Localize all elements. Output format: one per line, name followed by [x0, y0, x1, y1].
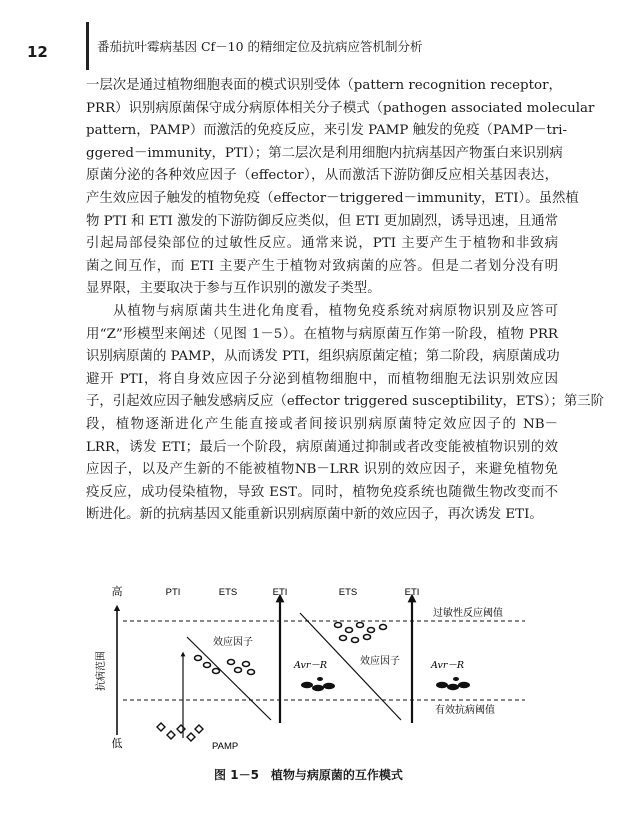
text-line: 子，引起效应因子触发感病反应（effector triggered susceptibility，ETS）；第三阶	[86, 394, 605, 410]
body-text	[86, 75, 605, 527]
y-axis-high-label: 高	[111, 585, 123, 598]
effector-label: 效应因子	[360, 656, 400, 667]
avr-r-complex	[301, 677, 335, 691]
effector-label: 效应因子	[213, 637, 253, 648]
text-line: pattern，PAMP）而激活的免疫反应，来引发 PAMP 触发的免疫（PAMP－tri-	[86, 123, 568, 139]
zigzag-model-figure	[95, 575, 525, 760]
paragraph-1	[86, 75, 595, 301]
avr-r-complex	[436, 677, 470, 690]
text-line: ggered－immunity，PTI）；第二层次是利用细胞内抗病基因产物蛋白来识别病	[86, 145, 563, 161]
text-line: 原菌分泌的各种效应因子（effector），从而激活下游防御反应相关基因表达，	[86, 168, 558, 184]
text-line: 从植物与病原菌共生进化角度看，植物免疫系统对病原物识别及应答可	[113, 303, 558, 319]
text-line: 用“Z”形模型来阐述（见图 1－5）。在植物与病原菌互作第一阶段，植物 PRR	[86, 326, 558, 342]
phase-label: ETI	[404, 587, 420, 598]
phase-label: PTI	[165, 587, 181, 598]
header-rule	[86, 22, 89, 70]
avr-r-label: Avr－R	[294, 660, 328, 671]
text-line: LRR，诱发 ETI；最后一个阶段，病原菌通过抑制或者改变能被植物识别的效	[86, 439, 558, 455]
text-line: 菌之间互作，而 ETI 主要产生于植物对致病菌的应答。但是二者划分没有明	[86, 258, 558, 274]
text-line: 显界限，主要取决于参与互作识别的激发子类型。	[86, 281, 381, 297]
effector-molecules	[335, 623, 387, 643]
pamp-molecules	[157, 723, 203, 741]
effector-molecules	[195, 656, 255, 675]
y-axis-low-label: 低	[111, 737, 123, 750]
pamp-label: PAMP	[212, 741, 239, 752]
text-line: 疫反应，成功侵染植物，导致 EST。同时，植物免疫系统也随微生物改变而不	[86, 484, 558, 500]
phase-label: ETS	[338, 587, 358, 598]
y-axis-title: 抗病范围	[96, 651, 107, 691]
figure-caption: 图 1－5 植物与病原菌的互作模式	[214, 768, 403, 782]
resistance-threshold-label: 有效抗病阈值	[435, 705, 495, 716]
text-line: 应因子，以及产生新的不能被植物NB－LRR 识别的效应因子，来避免植物免	[86, 462, 558, 478]
text-line: 一层次是通过植物细胞表面的模式识别受体（pattern recognition receptor，	[86, 78, 562, 93]
phase-label: ETI	[272, 587, 288, 598]
phase-label: ETS	[218, 587, 238, 598]
paragraph-2	[86, 301, 605, 527]
text-line: 引起局部侵染部位的过敏性反应。通常来说，PTI 主要产生于植物和非致病	[86, 236, 558, 252]
hypersensitive-threshold-label: 过敏性反应阈值	[433, 608, 503, 619]
text-line: 产生效应因子触发的植物免疫（effector－triggered－immunity，ETI）。虽然植	[86, 190, 579, 206]
text-line: 识别病原菌的 PAMP，从而诱发 PTI，组织病原菌定植；第二阶段，病原菌成功	[86, 349, 560, 365]
ets-decline-line	[187, 637, 271, 720]
text-line: 物 PTI 和 ETI 激发的下游防御反应类似，但 ETI 更加剧烈，诱导迅速，且通常	[86, 213, 558, 229]
text-line: 断进化。新的抗病基因又能重新识别病原菌中新的效应因子，再次诱发 ETI。	[86, 507, 543, 523]
text-line: 避开 PTI，将自身效应因子分泌到植物细胞中，而植物细胞无法识别效应因	[86, 371, 558, 387]
text-line: PRR）识别病原菌保守成分病原体相关分子模式（pathogen associated molecular	[86, 100, 595, 116]
running-header-title: 番茄抗叶霉病基因 Cf－10 的精细定位及抗病应答机制分析	[97, 39, 423, 54]
avr-r-label: Avr－R	[431, 660, 465, 671]
page-number: 12	[27, 43, 48, 61]
text-line: 段，植物逐渐进化产生能直接或者间接识别病原菌特定效应因子的 NB－	[86, 416, 558, 432]
